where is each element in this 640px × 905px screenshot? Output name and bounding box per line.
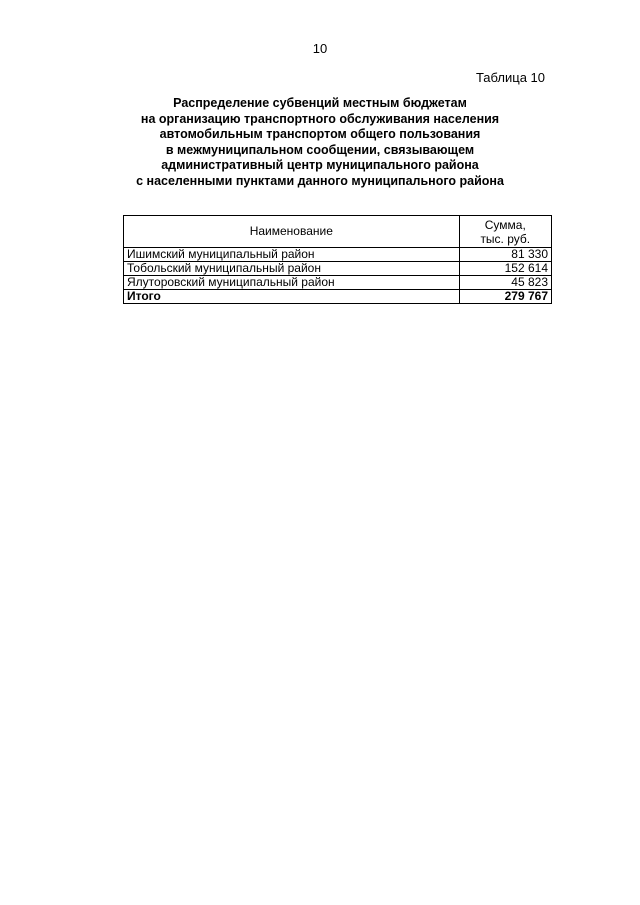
- row-name: Ялуторовский муниципальный район: [124, 276, 460, 290]
- title-line: автомобильным транспортом общего пользования: [159, 127, 481, 141]
- table-label: Таблица 10: [475, 70, 545, 85]
- header-name: Наименование: [124, 216, 460, 248]
- row-name: Ишимский муниципальный район: [124, 248, 460, 262]
- total-row: [124, 290, 552, 304]
- title-line: в межмуниципальном сообщении, связывающем: [165, 142, 475, 157]
- title-line: Распределение субвенций местным бюджетам: [173, 96, 467, 110]
- header-sum-line1: Сумма,: [484, 217, 526, 232]
- total-name: Итого: [124, 290, 460, 304]
- row-name: Тобольский муниципальный район: [124, 262, 460, 276]
- title-line: с населенными пунктами данного муниципального района: [136, 173, 504, 188]
- subventions-table: [123, 215, 552, 304]
- table-row: [124, 248, 552, 262]
- title-line: административный центр муниципального района: [161, 158, 479, 172]
- table-header-row: [124, 216, 552, 248]
- document-title: [100, 96, 540, 189]
- header-sum-line2: тыс. руб.: [480, 231, 531, 246]
- row-sum: 45 823: [459, 276, 551, 290]
- total-sum: 279 767: [459, 290, 551, 304]
- table-row: [124, 276, 552, 290]
- table-row: [124, 262, 552, 276]
- header-sum: [459, 216, 551, 248]
- page-number: 10: [312, 41, 328, 56]
- row-sum: 152 614: [459, 262, 551, 276]
- row-sum: 81 330: [459, 248, 551, 262]
- title-line: на организацию транспортного обслуживания населения: [140, 111, 500, 126]
